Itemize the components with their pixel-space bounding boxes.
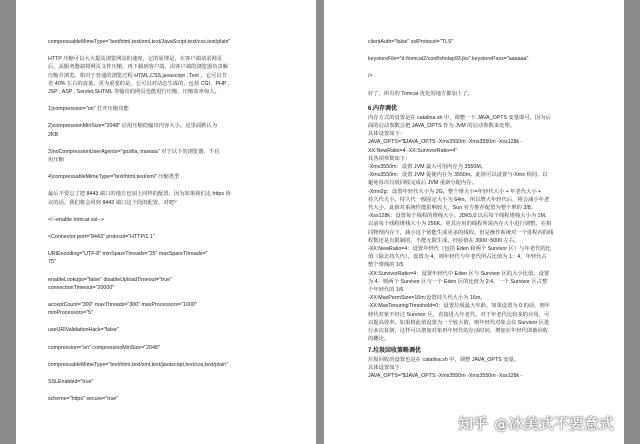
text-line: minProcessors="5" — [48, 310, 93, 317]
text-line: 1)compression="on" 打开压缩功能 — [48, 106, 129, 113]
text-line: -XX:MaxPermSize=16m:设置持久代大小为 16m。 — [368, 295, 486, 302]
text-line: -Xmx3550m：设置 JVM 最大可用内存为 3550M。 — [368, 164, 487, 171]
document-page-left — [16, 0, 316, 444]
text-line: 同物理内存下，减小这个值能生成更多的线程。但是操作系统对一个进程内的线 — [368, 229, 554, 236]
text-line: 2KB — [48, 131, 59, 138]
paragraph-gap — [48, 96, 302, 105]
text-line: 轻代对象不经过 Survivor 区，直接进入年老代。对于年老代比较多的应用，可 — [368, 311, 550, 318]
paragraph-gap — [48, 386, 302, 395]
paragraph-gap — [48, 139, 302, 148]
text-line: 好了，所有的 Tomcat 优化的地方都加上了。 — [368, 90, 473, 97]
text-line: JAVA_OPTS="$JAVA_OPTS -Xmx3550m -Xms3550m -Xss128k - — [368, 372, 523, 379]
text-line: 垃圾回收的设置也是在 catalina.sh 中，调整 JAVA_OPTS 变量。 — [368, 356, 520, 363]
text-line: 避免每次垃圾回收完成后 JVM 重新分配内存。 — [368, 180, 477, 187]
text-line: 代大小。此值对系统性能影响较大，Sun 官方推荐配置为整个堆的 3/8。 — [368, 205, 537, 212]
paragraph-gap — [48, 267, 302, 276]
text-line: -XX:MaxTenuringThreshold=0：设置垃圾最大年龄。如果设置为 0 的话，则年 — [368, 303, 551, 310]
text-line: compressableMimeType="text/html,text/xml,text/JavaScript,text/css,text/plain" — [48, 39, 231, 45]
text-line: 用压缩 — [48, 157, 64, 164]
paragraph-gap — [368, 81, 612, 90]
text-line: 值（除去持久代）。设置为 4，则年轻代与年老代所占比值为 1：4，年轻代占 — [368, 254, 547, 261]
text-line: HTTP 压缩可以大大提高浏览网站的速度，它的原理是，在客户端请求网页 — [48, 56, 223, 63]
text-line: acceptCount="300" maxThreads="300" maxProcessors="1000" — [48, 302, 197, 309]
text-line: -XX:NewRatio=4：设置年轻代（包括 Eden 和两个 Survivor 区）与年老代的比 — [368, 246, 551, 253]
text-line: JSP , ASP , Servlet,SHTML 等输出的网页也能进行压缩，压缩效率惊人。 — [48, 89, 220, 96]
text-line: 为 4，则两个 Survivor 区与一个 Eden 区的比值为 2:4，一个 Survivor 区占整 — [368, 278, 548, 285]
text-line: URIEncoding="UTF-8" minSpareThreads="25" maxSpareThreads=" — [48, 251, 208, 258]
text-line: 以前每个线程堆栈大小为 256K。更具应用的线程所需内存大小进行调整。在相 — [368, 221, 552, 228]
paragraph-gap — [368, 46, 612, 55]
text-line: useURIValidationHack="false" — [48, 327, 119, 334]
text-line: 最后不要忘了把 8443 端口的地方也加上同样的配置，因为如果我们走 https 协 — [48, 191, 231, 198]
paragraph-gap — [368, 63, 612, 72]
paragraph-gap — [48, 292, 302, 301]
text-line: 行多次复制，这样可以增加对象再年轻代的存活时间，增加在年轻代即被回收 — [368, 328, 549, 335]
paragraph-gap — [48, 335, 302, 344]
watermark-text: 知乎 @冰美式不要意式 — [458, 417, 614, 433]
paragraph-gap — [48, 181, 302, 190]
text-line: 压缩并浏览。相对于普通的浏览过程 HTML,CSS,javascript , Text ，它可以节 — [48, 72, 227, 79]
paragraph-gap — [48, 352, 302, 361]
text-line: -Xmn2g：设置年轻代大小为 2G。整个堆大小=年轻代大小 + 年老代大小 + — [368, 188, 542, 195]
paragraph-gap — [48, 241, 302, 250]
text-line: 2)compressionMinSize="2048" 启用压缩的输出内容大小，这里面默认为 — [48, 123, 218, 130]
text-line: scheme="https" secure="true" — [48, 396, 119, 403]
text-line: -Xss128k：设置每个线程的堆栈大小。JDK5.0 以后每个线程堆栈大小为 1M， — [368, 213, 551, 220]
text-line: XX:NewRatio=4 -XX:SurvivorRatio=4" — [368, 147, 458, 154]
document-page-right — [324, 0, 624, 444]
text-line: /> — [368, 73, 373, 80]
text-line: -Xms3550m：设置 JVM 促使内存为 3550m。此值可以设置与-Xmx 相同，以 — [368, 172, 548, 179]
text-line: 的概论。 — [368, 336, 390, 343]
paragraph-gap — [48, 224, 302, 233]
text-line: 议的话，我们将会用到 8443 端口这个段的配置，对吧？ — [48, 199, 180, 206]
text-line: keystoreFile="d:/tomcat2/conf/shnlap93.jks" keystorePass="aaaaaa" — [368, 56, 529, 63]
text-line: JAVA_OPTS="$JAVA_OPTS -Xmx3550m -Xms3550m -Xss128k - — [368, 139, 523, 146]
text-line: 省 40% 左右的流量。更为重要的是，它可以对动态生成的，包括 CGI、PHP , — [48, 80, 230, 87]
paragraph-gap — [48, 113, 302, 122]
text-line: compressableMimeType="text/html,text/xml,text/javascript,text/css,text/plain" — [48, 361, 228, 368]
paragraph-gap — [368, 98, 612, 102]
text-line: <Connector port="8443" protocol="HTTP/1.1" — [48, 234, 155, 241]
text-line: 持久代大小。持久代一般固定大小为 64m，所以增大年轻代后，将会减小年老 — [368, 196, 550, 203]
text-line: SSLEnabled="true" — [48, 379, 94, 386]
section-heading: 7.垃圾回收策略调优 — [368, 347, 422, 354]
text-line: 程数还是有限制的，不能无限生成，经验值在 3000~5000 左右。 — [368, 237, 520, 244]
paragraph-gap — [48, 369, 302, 378]
text-line: 个年轻代的 1/6 — [368, 287, 404, 294]
section-heading: 6.内存调优 — [368, 105, 398, 112]
text-line: compression="on" compressionMinSize="2048" — [48, 344, 160, 351]
text-line: 4)compressableMimeType="text/html,text/xml" 压缩类型 — [48, 174, 180, 181]
text-line: 面的启动参数会把 JAVA_OPTS 作为 JVM 的启动参数来处理。 — [368, 123, 515, 130]
text-line: 3)noCompressionUserAgents="gozilla, traviata" 对于以下的浏览器，不启 — [48, 148, 220, 155]
text-line: 后，从服务器端将网页文件压缩，再下载到客户端，由客户端的浏览器负责解 — [48, 64, 229, 71]
paragraph-gap — [48, 207, 302, 216]
text-line: 以提高效率。如果将此值设置为一个较大值，则年轻代对象会在 Survivor 区进 — [368, 319, 550, 326]
text-line: connectionTimeout="20000" — [48, 284, 115, 291]
text-line: 内存方式的设置是在 catalina.sh 中，调整一下 JAVA_OPTS 变量即可，因为后 — [368, 114, 551, 121]
text-line: 具体设置如下： — [368, 364, 406, 371]
text-line: <!--enable tomcat ssl--> — [48, 216, 104, 223]
paragraph-gap — [48, 46, 302, 55]
text-line: 其各项参数如下： — [368, 155, 411, 162]
text-line: -XX:SurvivorRatio=4：设置年轻代中 Eden 区与 Survivor 区的大小比值。设置 — [368, 270, 550, 277]
text-line: 具体设置如下： — [368, 131, 406, 138]
paragraph-gap — [48, 164, 302, 173]
text-line: 75" — [48, 259, 56, 266]
paragraph-gap — [48, 317, 302, 326]
text-line: 整个堆栈的 1/5 — [368, 262, 404, 269]
text-line: enableLookups="false" disableUploadTimeout="true" — [48, 276, 172, 283]
text-line: clientAuth="false" sslProtocol="TLS" — [368, 39, 454, 45]
